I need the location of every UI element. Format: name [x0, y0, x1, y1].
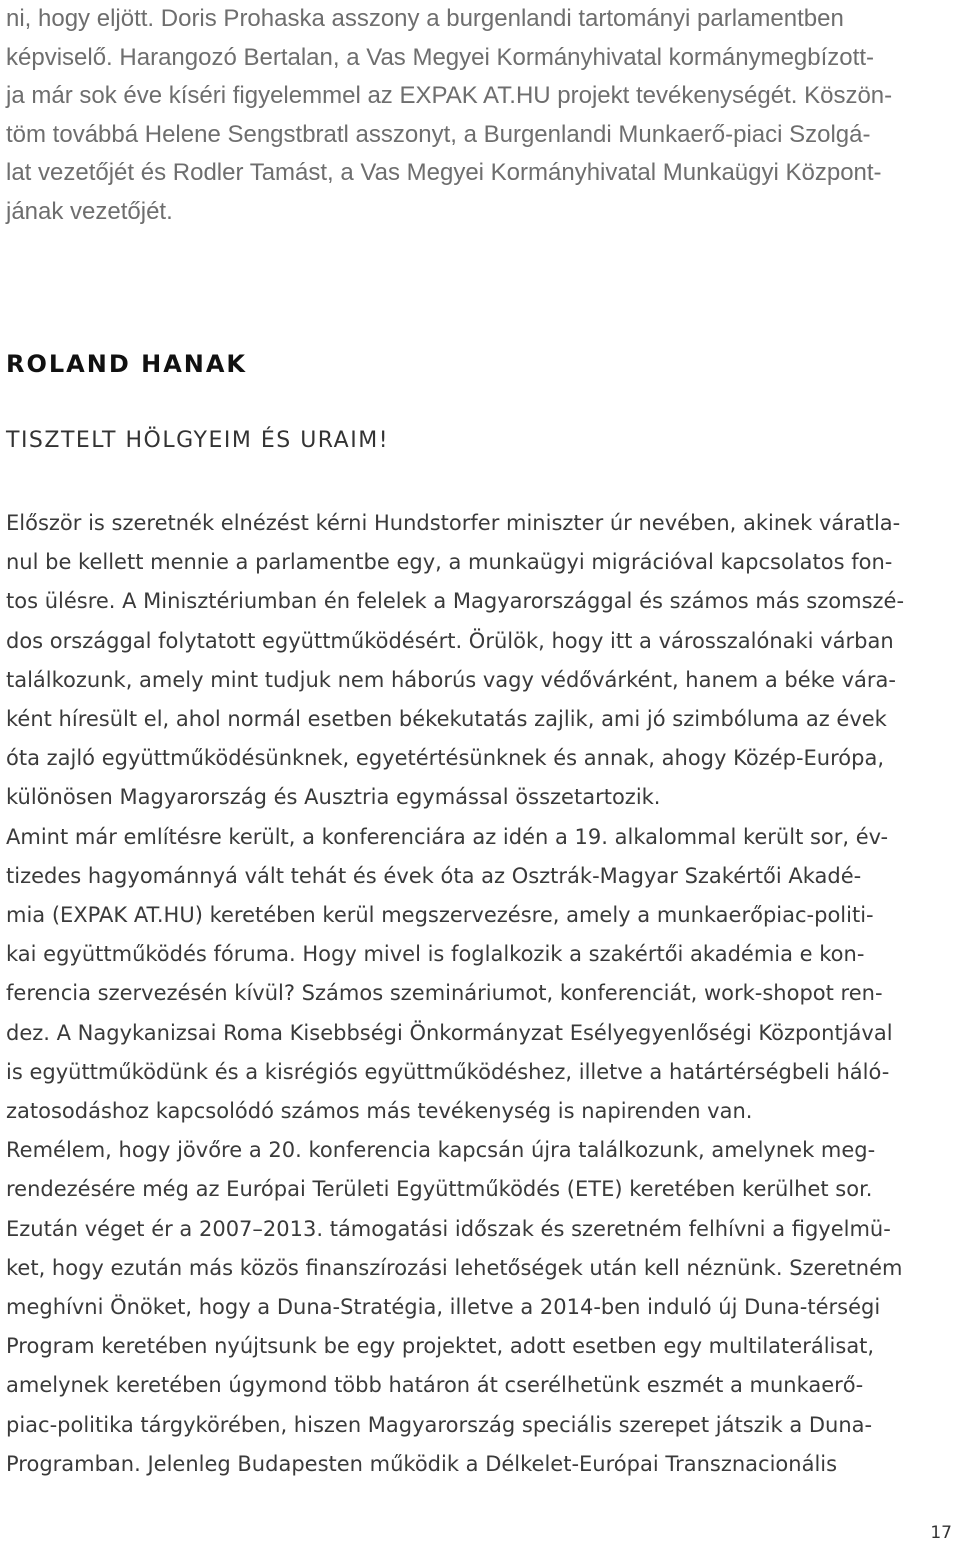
speech-body [6, 504, 954, 1484]
speech-paragraph: Amint már említésre került, a konferenciára az idén a 19. alkalommal került sor, év- tizedes hagyománnyá vált tehát és évek óta az Osztrák-Magyar Szakértői Akadé- mia (EXPAK AT.HU) keretében kerül megszervezésre, amely a munkaerőpiac-politi- kai együttműködés fóruma. Hogy mivel is foglalkozik a szakértői akadémia e kon- ferencia szervezésén kívül? Számos szemináriumot, konferenciát, work-shopot ren- dez. A Nagykanizsai Roma Kisebbségi Önkormányzat Esélyegyenlőségi Központjával is együttműködünk és a kisrégiós együttműködéshez, illetve a határtérségbeli háló- zatosodáshoz kapcsolódó számos más tevékenység is napirenden van. [6, 824, 893, 1124]
page-number: 17 [930, 1523, 952, 1543]
previous-section-text: ni, hogy eljött. Doris Prohaska asszony a burgenlandi tartományi parlamentben képviselő. Harangozó Bertalan, a Vas Megyei Kormányhivatal kormánymegbízott- ja már sok éve kíséri figyelemmel az EXPAK AT.HU projekt tevékenységét. Köszön- töm továbbá Helene Sengstbratl asszonyt, a Burgenlandi Munkaerő-piaci Szolgá- lat vezetőjét és Rodler Tamást, a Vas Megyei Kormányhivatal Munkaügyi Központ- jának vezetőjét. [6, 5, 893, 225]
speech-paragraph: Először is szeretnék elnézést kérni Hundstorfer miniszter úr nevében, akinek váratla- nul be kellett mennie a parlamentbe egy, a munkaügyi migrációval kapcsolatos fon- tos ülésre. A Minisztériumban én felelek a Magyarországgal és számos más szomszé- dos országgal folytatott együttműködésért. Örülök, hogy itt a városszalónaki várban találkozunk, amely mint tudjuk nem háborús vagy védővárként, hanem a béke vára- ként híresült el, ahol normál esetben békekutatás zajlik, ami jó szimbóluma az évek óta zajló együttműködésünknek, egyetértésünknek és annak, ahogy Közép-Európa, különösen Magyarország és Ausztria egymással összetartozik. [6, 511, 905, 810]
speaker-name-heading: ROLAND HANAK [6, 350, 248, 378]
salutation-heading: TISZTELT HÖLGYEIM ÉS URAIM! [6, 428, 390, 453]
speech-paragraph: Remélem, hogy jövőre a 20. konferencia kapcsán újra találkozunk, amelynek meg- rendezésére még az Európai Területi Együttműködés (ETE) keretében kerülhet sor. Ezután véget ér a 2007–2013. támogatási időszak és szeretném felhívni a figyelmü- ket, hogy ezután más közös finanszírozási lehetőségek után kell néznünk. Szeretném meghívni Önöket, hogy a Duna-Stratégia, illetve a 2014-ben induló új Duna-térségi Program keretében nyújtsunk be egy projektet, adott esetben egy multilaterálisat, amelynek keretében úgymond több határon át cserélhetünk eszmét a munkaerő- piac-politika tárgykörében, hiszen Magyarország speciális szerepet játszik a Duna- Programban. Jelenleg Budapesten működik a Délkelet-Európai Transznacionális [6, 1138, 903, 1476]
